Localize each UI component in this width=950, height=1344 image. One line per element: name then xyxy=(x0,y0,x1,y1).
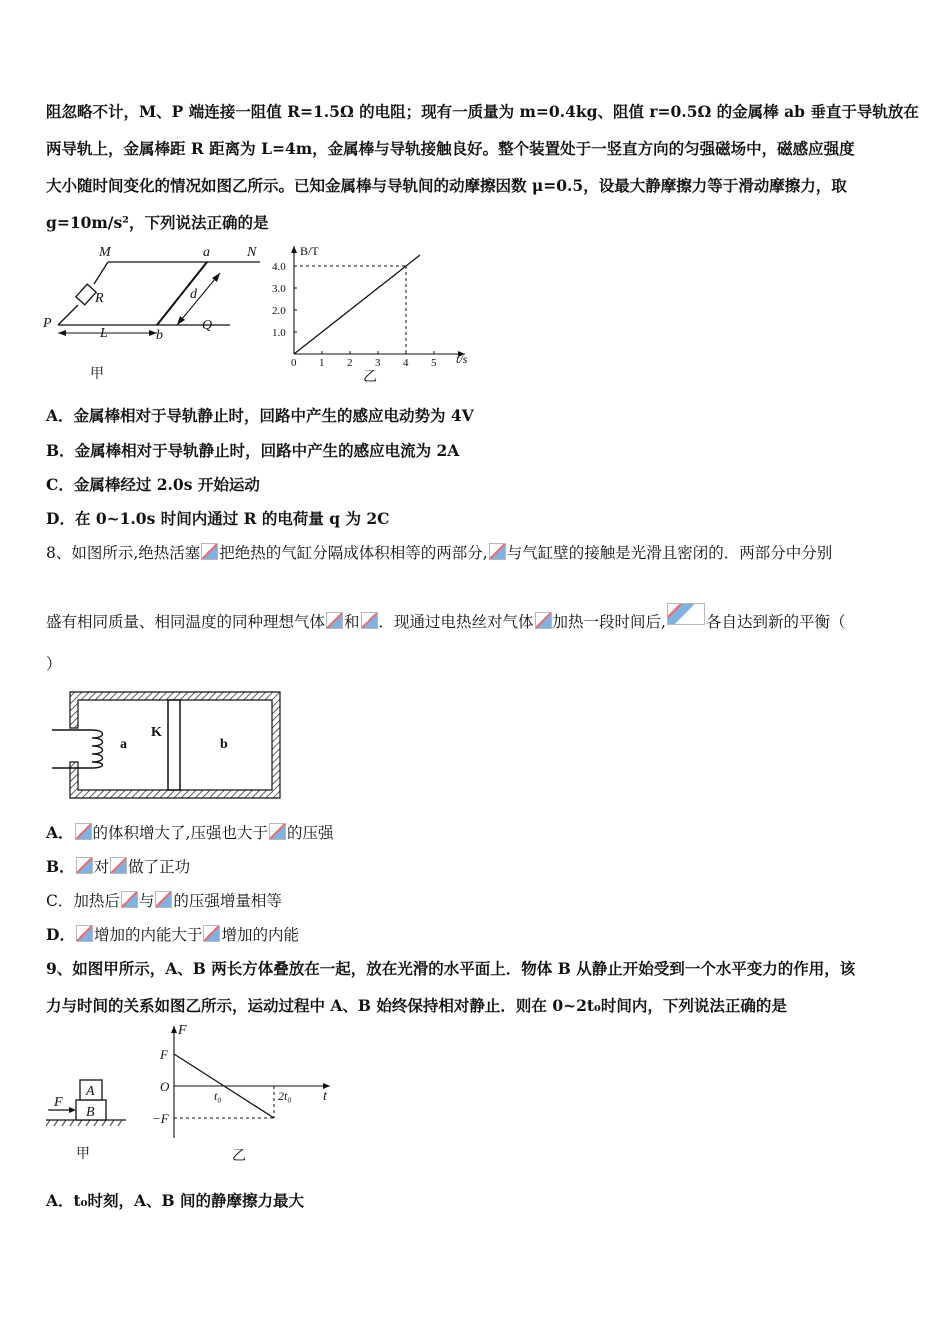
label-b: b xyxy=(156,328,163,343)
label-gas-a: a xyxy=(120,737,127,752)
resistor-R xyxy=(76,284,96,305)
q8-option-c: C．加热后 与 的压强增量相等 xyxy=(46,892,282,910)
q7-stem-line-4: g=10m/s²，下列说法正确的是 xyxy=(46,213,269,232)
x-axis-label: t xyxy=(323,1089,327,1104)
broken-image-icon xyxy=(535,612,552,629)
q7-stem-line-2: 两导轨上，金属棒距 R 距离为 L=4m，金属棒与导轨接触良好。整个装置处于一竖直方向的匀强磁场中，磁感应强度 xyxy=(46,139,855,158)
x-tick-label: 4 xyxy=(403,357,409,369)
ground-hatch xyxy=(46,1120,122,1126)
broken-image-icon xyxy=(201,543,218,560)
y-tick-label: 2.0 xyxy=(272,305,286,317)
y-tick-label: O xyxy=(160,1079,170,1094)
q7-figure-jia xyxy=(40,240,270,390)
force-arrow-head xyxy=(69,1107,76,1113)
q7-option-a: A．金属棒相对于导轨静止时，回路中产生的感应电动势为 4V xyxy=(46,406,474,425)
broken-image-icon xyxy=(121,891,138,908)
label-L: L xyxy=(100,326,108,341)
x-tick-label: 0 xyxy=(291,357,297,369)
label-P: P xyxy=(43,316,52,331)
q9-stem-line-2: 力与时间的关系如图乙所示，运动过程中 A、B 始终保持相对静止．则在 0~2t₀时间内，下列说法正确的是 xyxy=(46,996,787,1015)
y-axis-label: F xyxy=(178,1023,187,1038)
broken-image-icon xyxy=(269,823,286,840)
label-R: R xyxy=(95,291,104,306)
y-axis-label: B/T xyxy=(300,244,319,258)
caption-jia: 甲 xyxy=(76,1147,90,1162)
broken-image-icon xyxy=(361,612,378,629)
q9-figure-yi xyxy=(140,1020,340,1165)
broken-image-icon xyxy=(203,925,220,942)
label-A: A xyxy=(86,1084,95,1099)
q8-stem-line-2: 盛有相同质量、相同温度的同种理想气体 和 ．现通过电热丝对气体 加热一段时间后, 各自达到新的平衡（ xyxy=(46,603,846,633)
y-tick-label: F xyxy=(160,1047,168,1062)
series-line-B xyxy=(294,255,420,354)
broken-image-icon xyxy=(489,543,506,560)
q9-stem-line-1: 9、如图甲所示，A、B 两长方体叠放在一起，放在光滑的水平面上．物体 B 从静止开始受到一个水平变力的作用，该 xyxy=(46,959,856,978)
piston-K xyxy=(168,700,180,790)
x-tick-label: 1 xyxy=(319,357,325,369)
y-tick-label: 4.0 xyxy=(272,261,286,273)
caption-jia: 甲 xyxy=(90,367,104,382)
y-axis-arrow xyxy=(291,246,297,253)
y-axis-arrow xyxy=(171,1026,177,1033)
broken-image-icon xyxy=(76,857,93,874)
q7-option-c: C．金属棒经过 2.0s 开始运动 xyxy=(46,475,260,494)
x-axis-label: t/s xyxy=(456,352,468,366)
label-B: B xyxy=(86,1105,95,1120)
label-a: a xyxy=(203,245,210,260)
y-tick-label: −F xyxy=(152,1111,169,1126)
arrow-L-left xyxy=(58,330,66,336)
label-d: d xyxy=(190,287,197,302)
label-M: M xyxy=(99,245,111,260)
q9-figure-jia xyxy=(42,1070,132,1165)
q7-stem-line-1: 阻忽略不计，M、P 端连接一阻值 R=1.5Ω 的电阻；现有一质量为 m=0.4kg、阻值 r=0.5Ω 的金属棒 ab 垂直于导轨放在 xyxy=(46,102,919,121)
q8-cylinder-figure xyxy=(50,688,285,803)
q7-figure-yi xyxy=(260,240,490,390)
caption-yi: 乙 xyxy=(232,1149,246,1164)
label-N: N xyxy=(247,245,257,260)
broken-image-icon xyxy=(75,823,92,840)
label-F: F xyxy=(54,1095,63,1110)
x-tick-label: 5 xyxy=(431,357,437,369)
q8-stem-line-1: 8、如图所示,绝热活塞 把绝热的气缸分隔成体积相等的两部分, 与气缸壁的接触是光滑且密闭的．两部分中分别 xyxy=(46,544,833,562)
metal-rod-ab xyxy=(157,262,207,325)
x-tick-label: 2 xyxy=(347,357,353,369)
x-tick-label: 3 xyxy=(375,357,381,369)
y-tick-label: 1.0 xyxy=(272,327,286,339)
q8-option-d: D． 增加的内能大于 增加的内能 xyxy=(46,925,299,944)
q7-stem-line-3: 大小随时间变化的情况如图乙所示。已知金属棒与导轨间的动摩擦因数 μ=0.5，设最大静摩擦力等于滑动摩擦力，取 xyxy=(46,176,847,195)
label-piston-K: K xyxy=(151,725,162,740)
caption-yi: 乙 xyxy=(363,370,377,385)
distance-d-line xyxy=(177,273,220,325)
broken-image-icon xyxy=(326,612,343,629)
x-tick-label: 2t₀ xyxy=(278,1089,292,1103)
label-gas-b: b xyxy=(220,737,228,752)
resistor-lead-bottom xyxy=(58,305,78,325)
resistor-lead-top xyxy=(94,262,108,284)
x-tick-label: t₀ xyxy=(214,1089,222,1103)
broken-image-icon xyxy=(76,925,93,942)
q8-option-a: A． 的体积增大了,压强也大于 的压强 xyxy=(46,823,334,842)
broken-image-icon xyxy=(110,857,127,874)
q8-stem-line-3: ） xyxy=(46,655,62,673)
q7-option-d: D．在 0~1.0s 时间内通过 R 的电荷量 q 为 2C xyxy=(46,509,390,528)
q7-option-b: B．金属棒相对于导轨静止时，回路中产生的感应电流为 2A xyxy=(46,441,460,460)
broken-image-icon xyxy=(667,603,705,625)
broken-image-icon xyxy=(155,891,172,908)
q9-option-a: A．t₀时刻，A、B 间的静摩擦力最大 xyxy=(46,1191,304,1210)
q8-option-b: B． 对 做了正功 xyxy=(46,857,191,876)
y-tick-label: 3.0 xyxy=(272,283,286,295)
label-Q: Q xyxy=(202,318,213,333)
